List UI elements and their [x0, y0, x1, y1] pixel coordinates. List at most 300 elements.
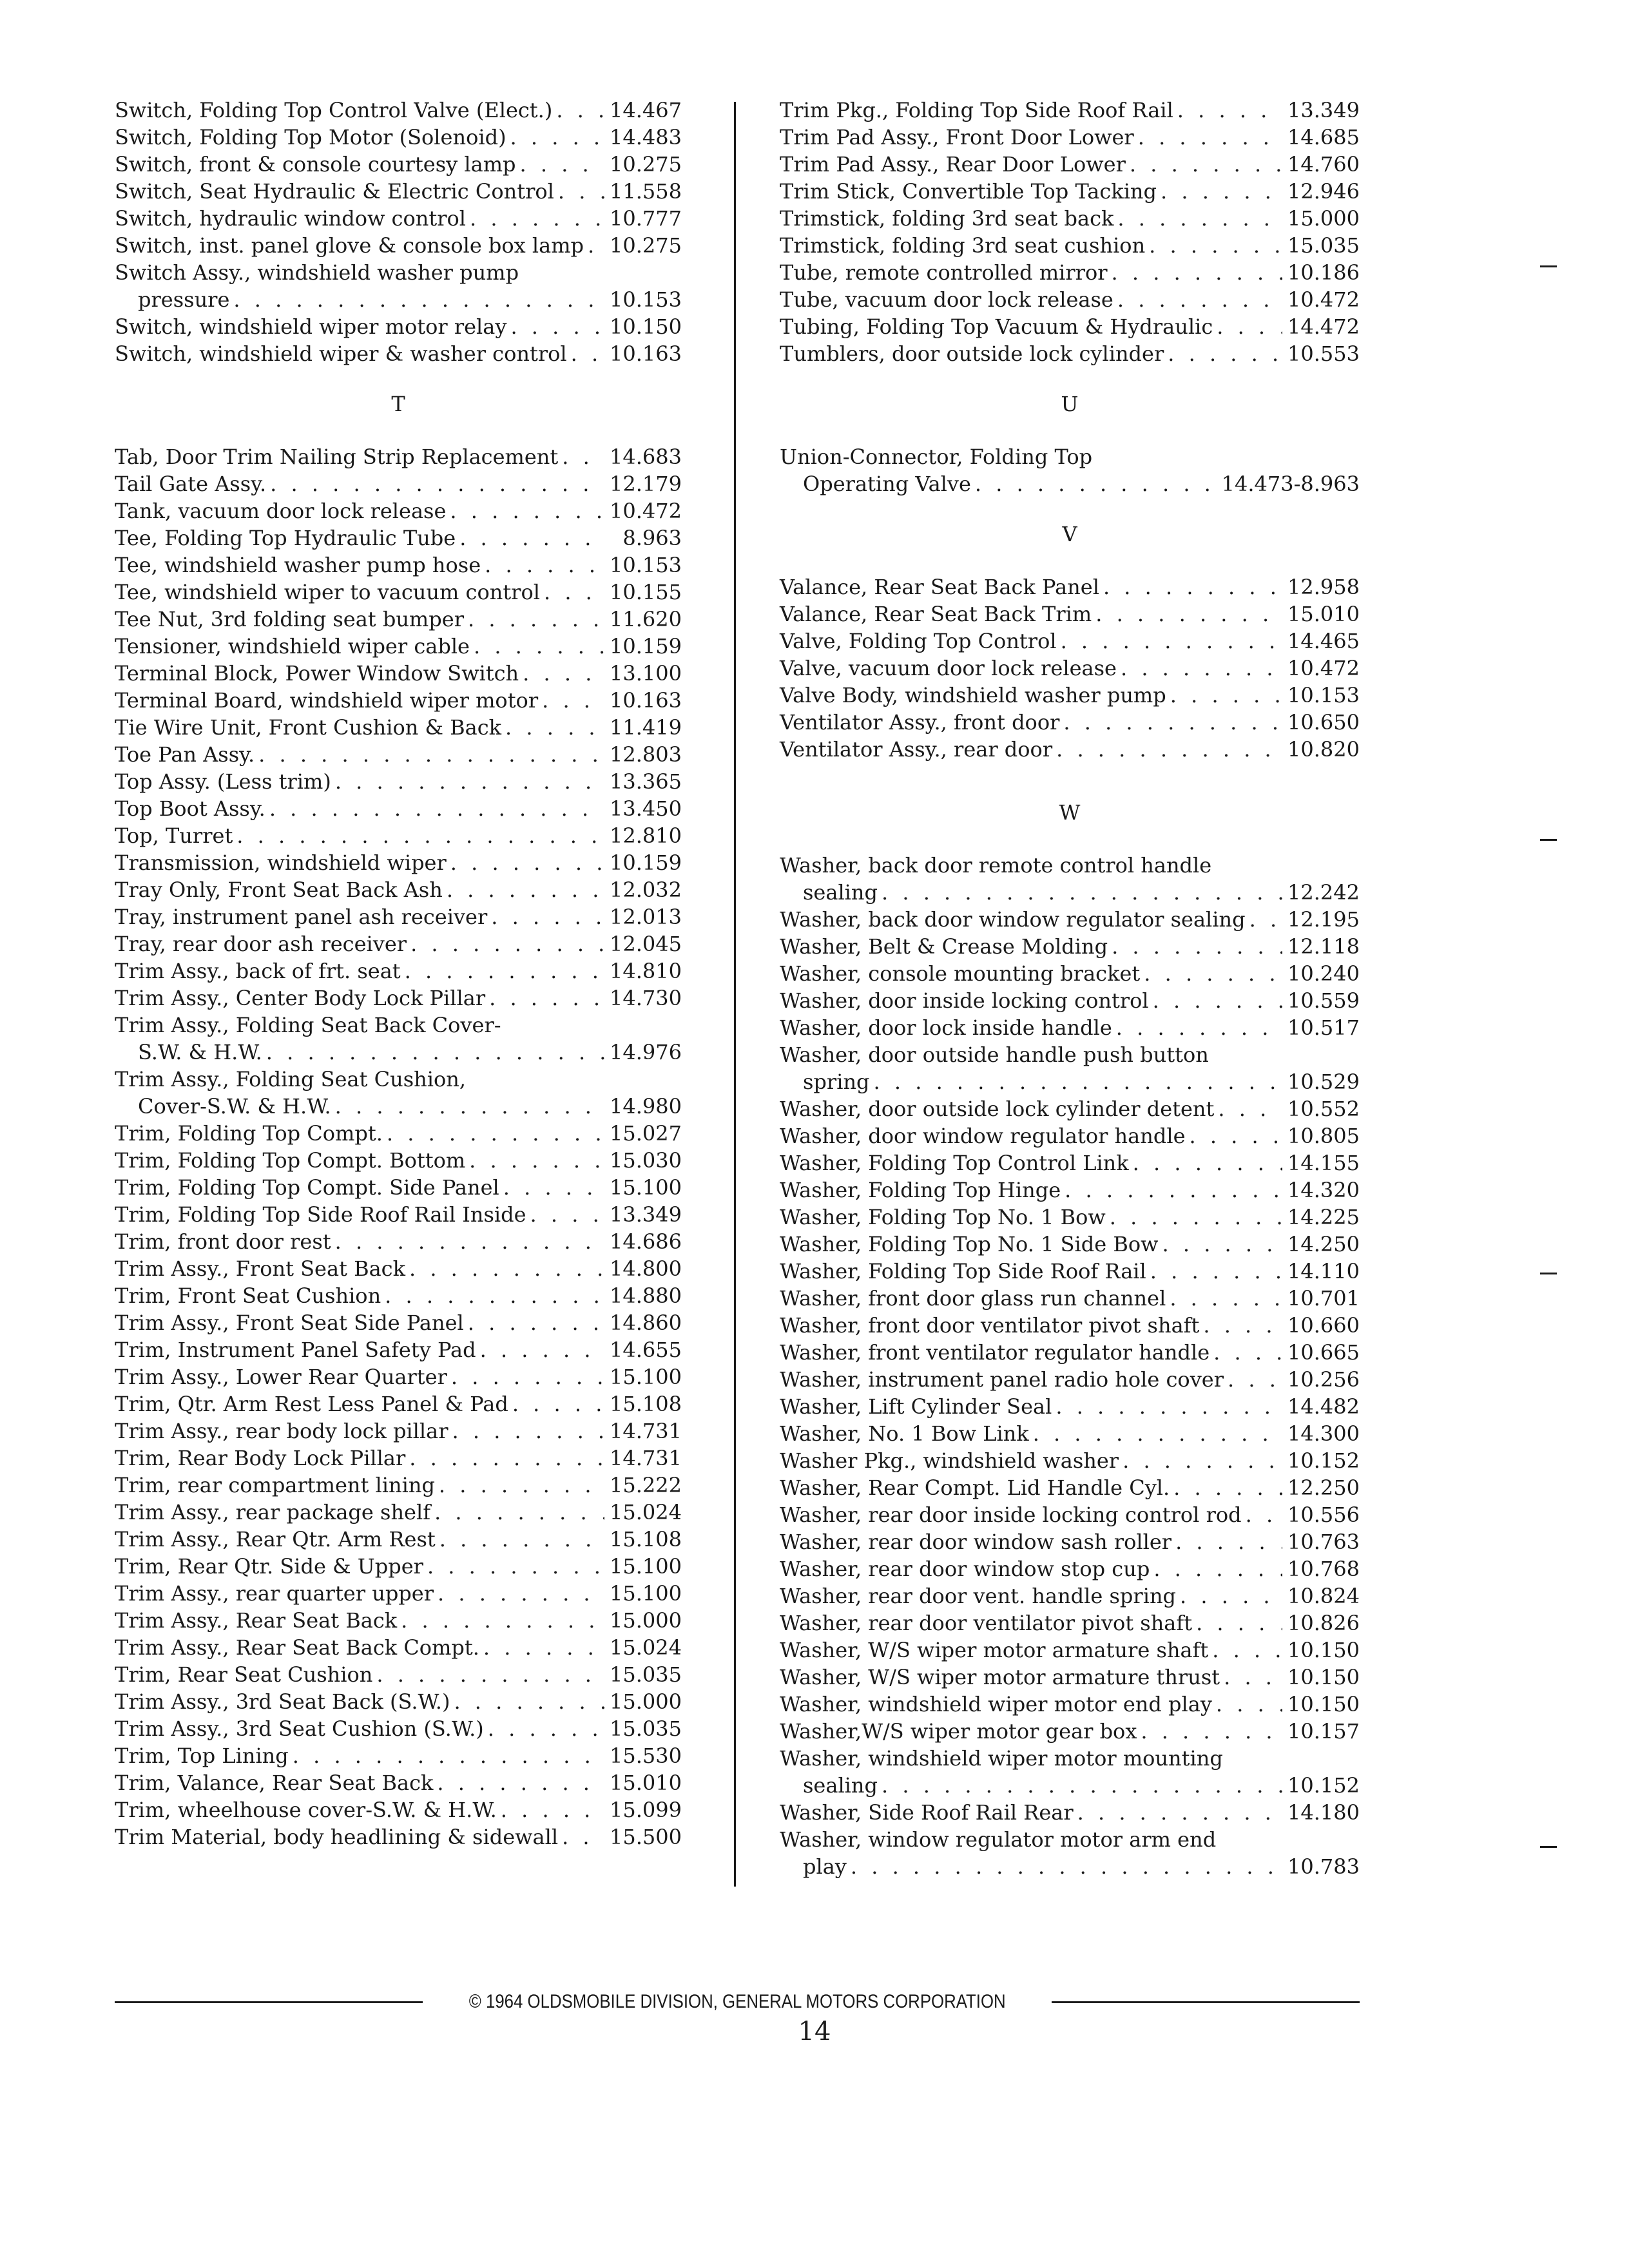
dot-leader [1099, 573, 1282, 601]
dot-leader [1166, 1285, 1282, 1312]
index-entry [780, 573, 1360, 601]
index-entry-label-continued: spring [803, 1070, 870, 1094]
index-entry-label: Trim, Folding Top Compt. [115, 1121, 383, 1146]
index-entry-label: Washer, rear door window stop cup [780, 1557, 1150, 1581]
dot-leader [1186, 1122, 1283, 1149]
copyright-text: © 1964 OLDSMOBILE DIVISION, GENERAL MOTORS CORPORATION [468, 1991, 1006, 2012]
index-entry [780, 259, 1360, 286]
index-entry [115, 768, 682, 795]
index-entry [115, 1255, 682, 1282]
dot-leader [464, 606, 604, 633]
index-entry [780, 1014, 1360, 1041]
dot-leader [516, 151, 604, 178]
dot-leader [1166, 682, 1282, 709]
index-entry-page: 10.553 [1287, 341, 1360, 366]
index-entry-page: 14.482 [1287, 1394, 1360, 1419]
index-entry [780, 124, 1360, 151]
dot-leader [519, 660, 604, 687]
index-entry [115, 1823, 682, 1850]
dot-leader [465, 1147, 604, 1174]
index-entry-label: Trim Assy., Rear Qtr. Arm Rest [115, 1527, 436, 1552]
index-entry [115, 1228, 682, 1255]
index-entry-page: 13.349 [1287, 98, 1360, 122]
index-entry [115, 1472, 682, 1499]
index-entry-page: 14.810 [610, 959, 682, 983]
dot-leader [1192, 1610, 1282, 1637]
index-entry [780, 1637, 1360, 1664]
index-entry [780, 1068, 1360, 1095]
index-entry-page: 14.225 [1287, 1205, 1360, 1229]
index-entry [115, 1309, 682, 1336]
index-entry-page: 12.958 [1287, 575, 1360, 599]
index-entry-page: 10.517 [1287, 1015, 1360, 1040]
index-entry-label: Tee, Folding Top Hydraulic Tube [115, 526, 456, 550]
index-entry [115, 957, 682, 985]
index-entry-page: 12.013 [610, 905, 682, 929]
section-t-entries [115, 443, 682, 1850]
index-entry-label: Washer, Rear Compt. Lid Handle Cyl. [780, 1475, 1170, 1500]
index-entry-page: 12.179 [610, 472, 682, 496]
dot-leader [407, 930, 604, 957]
index-entry-page: 15.030 [610, 1148, 682, 1173]
dot-leader [443, 876, 604, 903]
dot-leader [466, 205, 604, 232]
dot-leader [255, 741, 604, 768]
index-entry-page: 10.660 [1287, 1313, 1360, 1338]
dot-leader [1108, 933, 1282, 960]
index-entry-label: Switch, Folding Top Motor (Solenoid) [115, 125, 506, 149]
dot-leader [331, 1228, 604, 1255]
index-entry-page: 10.768 [1287, 1557, 1360, 1581]
index-entry-label: Switch, windshield wiper motor relay [115, 314, 507, 339]
dot-leader [1106, 1204, 1282, 1231]
page-number: 14 [798, 2017, 831, 2046]
index-entry-label: Washer Pkg., windshield washer [780, 1448, 1119, 1473]
index-entry-label: Union-Connector, Folding Top [780, 445, 1093, 469]
index-entry-page: 15.024 [610, 1500, 682, 1524]
index-entry [780, 1610, 1360, 1637]
section-heading-u: U [1061, 392, 1079, 416]
dot-leader [1212, 1691, 1282, 1718]
dot-leader [1171, 1528, 1282, 1555]
index-entry-label: Trim, Rear Body Lock Pillar [115, 1446, 406, 1470]
index-entry [115, 497, 682, 524]
index-entry-page: 14.976 [610, 1040, 682, 1064]
index-entry-label: Top Boot Assy. [115, 796, 265, 821]
index-entry [780, 682, 1360, 709]
index-entry-label: Top Assy. (Less trim) [115, 769, 331, 794]
index-entry-label: Washer, Folding Top Control Link [780, 1151, 1129, 1175]
dot-leader [1119, 1447, 1282, 1474]
section-t-continued-entries [780, 97, 1360, 367]
dot-leader [401, 957, 604, 985]
dot-leader [878, 879, 1282, 906]
index-entry-page: 10.763 [1287, 1530, 1360, 1554]
index-entry-label: Tail Gate Assy. [115, 472, 267, 496]
index-entry [115, 1390, 682, 1418]
index-entry-page: 10.820 [1287, 737, 1360, 762]
index-entry-label: Tank, vacuum door lock release [115, 499, 447, 523]
dot-leader [1129, 1149, 1282, 1177]
dot-leader [464, 1309, 604, 1336]
index-entry-page: 10.826 [1287, 1611, 1360, 1635]
index-entry-label: Washer, Lift Cylinder Seal [780, 1394, 1052, 1419]
index-entry-page: 10.552 [1287, 1097, 1360, 1121]
dot-leader [552, 97, 604, 124]
dot-leader [1170, 1474, 1282, 1501]
dot-leader [487, 903, 604, 930]
dot-leader [265, 795, 604, 822]
index-entry-label: Trim Assy., Rear Seat Back Compt. [115, 1635, 479, 1660]
dot-leader [372, 1661, 604, 1688]
index-entry-page: 15.100 [610, 1365, 682, 1389]
index-entry-label-continued: pressure [138, 287, 230, 312]
index-entry [115, 313, 682, 340]
index-entry-page: 10.529 [1287, 1070, 1360, 1094]
index-entry-page: 14.760 [1287, 152, 1360, 177]
index-entry-label: Trim, Valance, Rear Seat Back [115, 1771, 434, 1795]
index-entry-label: Washer, Folding Top Side Roof Rail [780, 1259, 1146, 1283]
index-entry-label: Trim Assy., Front Seat Side Panel [115, 1311, 464, 1335]
dot-leader [1224, 1366, 1282, 1393]
dot-leader [433, 1769, 604, 1796]
index-entry [115, 1174, 682, 1201]
index-entry [115, 1499, 682, 1526]
index-entry [115, 1093, 682, 1120]
index-entry [780, 1853, 1360, 1880]
index-entry-page: 14.180 [1287, 1800, 1360, 1825]
index-entry-label: Washer, door window regulator handle [780, 1124, 1186, 1148]
index-entry [780, 470, 1360, 497]
dot-leader [1149, 987, 1282, 1014]
dot-leader [526, 1201, 604, 1228]
index-entry [115, 1147, 682, 1174]
index-entry-page: 14.731 [610, 1446, 682, 1470]
index-entry-label: Tray Only, Front Seat Back Ash [115, 878, 443, 902]
column-divider [734, 102, 736, 1887]
index-entry-label: Tray, instrument panel ash receiver [115, 905, 488, 929]
index-entry-page: 14.320 [1287, 1178, 1360, 1202]
index-entry-page: 14.467 [610, 98, 682, 122]
index-entry-label: Trim Assy., Center Body Lock Pillar [115, 986, 486, 1010]
index-entry [780, 655, 1360, 682]
index-entry [115, 1553, 682, 1580]
index-entry [115, 1526, 682, 1553]
section-heading-t: T [391, 392, 405, 416]
index-entry-page: 11.558 [610, 179, 682, 204]
dot-leader [1117, 655, 1282, 682]
index-entry [780, 178, 1360, 205]
index-entry-label: Switch, hydraulic window control [115, 206, 466, 231]
index-entry-page: 10.153 [610, 287, 682, 312]
index-entry-page: 14.980 [610, 1094, 682, 1119]
index-entry [780, 628, 1360, 655]
index-entry [780, 1366, 1360, 1393]
margin-mark [1540, 1273, 1557, 1274]
index-entry-label: Trim Pad Assy., Rear Door Lower [780, 152, 1126, 177]
index-entry [115, 1634, 682, 1661]
index-entry-page: 14.472 [1287, 314, 1360, 339]
index-entry-label: Washer, Folding Top No. 1 Side Bow [780, 1232, 1159, 1256]
dot-leader [1134, 124, 1282, 151]
index-entry-page: 10.152 [1287, 1773, 1360, 1798]
index-entry [780, 1447, 1360, 1474]
index-entry-label: Toe Pan Assy. [115, 742, 255, 767]
index-entry-page: 14.730 [610, 986, 682, 1010]
index-entry-label: Tee Nut, 3rd folding seat bumper [115, 607, 464, 631]
dot-leader [450, 1688, 604, 1715]
index-entry-page: 10.701 [1287, 1286, 1360, 1311]
index-entry-label: Washer, W/S wiper motor armature thrust [780, 1665, 1220, 1689]
index-entry-page: 10.805 [1287, 1124, 1360, 1148]
index-entry-page: 10.783 [1287, 1854, 1360, 1879]
index-entry-page: 15.108 [610, 1392, 682, 1416]
index-entry [780, 1095, 1360, 1122]
dot-leader [1242, 1501, 1282, 1528]
index-entry-label: Trim, Rear Qtr. Side & Upper [115, 1554, 423, 1579]
dot-leader [1199, 1312, 1282, 1339]
dot-leader [1220, 1664, 1282, 1691]
dot-leader [1061, 1177, 1282, 1204]
index-entry-label-continued: play [803, 1854, 847, 1879]
dot-leader [1164, 340, 1282, 367]
dot-leader [567, 340, 604, 367]
left-column [115, 97, 682, 1850]
index-entry-page: 10.275 [610, 152, 682, 177]
index-entry-page: 12.118 [1287, 934, 1360, 959]
margin-mark [1540, 265, 1557, 267]
index-entry-label: Valance, Rear Seat Back Trim [780, 602, 1092, 626]
index-entry [115, 1418, 682, 1445]
index-entry-label: Washer, door outside lock cylinder detent [780, 1097, 1215, 1121]
dot-leader [435, 1472, 604, 1499]
dot-leader [558, 1823, 604, 1850]
index-entry [780, 97, 1360, 124]
index-entry [780, 736, 1360, 763]
index-entry [115, 470, 682, 497]
index-entry-label: Washer, front ventilator regulator handle [780, 1340, 1210, 1365]
index-entry [780, 1772, 1360, 1799]
index-entry [780, 1691, 1360, 1718]
index-entry [115, 822, 682, 849]
dot-leader [538, 687, 604, 714]
index-entry [115, 985, 682, 1012]
margin-mark [1540, 839, 1557, 841]
index-entry-page: 15.035 [610, 1716, 682, 1741]
index-entry [780, 709, 1360, 736]
index-entry-page: 10.159 [610, 850, 682, 875]
dot-leader [1140, 960, 1282, 987]
index-entry-label: Trim Assy., 3rd Seat Cushion (S.W.) [115, 1716, 484, 1741]
index-entry-label: Trim Pkg., Folding Top Side Roof Rail [780, 98, 1173, 122]
dot-leader [1113, 205, 1282, 232]
index-entry-label: Washer, rear door vent. handle spring [780, 1584, 1177, 1608]
index-entry-page: 14.800 [610, 1256, 682, 1281]
dot-leader [558, 443, 604, 470]
index-entry [115, 1282, 682, 1309]
index-entry [780, 1231, 1360, 1258]
index-entry-page: 10.665 [1287, 1340, 1360, 1365]
dot-leader [1157, 178, 1282, 205]
dot-leader [554, 178, 604, 205]
index-entry-page: 15.000 [1287, 206, 1360, 231]
dot-leader [476, 1336, 604, 1363]
section-heading-v: V [1062, 522, 1077, 546]
index-entry-page: 15.010 [1287, 602, 1360, 626]
dot-leader [456, 524, 604, 552]
index-entry-label: Washer, windshield wiper motor mounting [780, 1746, 1223, 1771]
index-entry-page: 10.157 [1287, 1719, 1360, 1744]
index-entry-page: 12.250 [1287, 1475, 1360, 1500]
dot-leader [1210, 1339, 1282, 1366]
dot-leader [229, 286, 604, 313]
dot-leader [1108, 259, 1282, 286]
index-entry [115, 660, 682, 687]
index-entry-page: 14.685 [1287, 125, 1360, 149]
index-entry [115, 606, 682, 633]
index-entry [780, 151, 1360, 178]
index-entry-label: Tube, vacuum door lock release [780, 287, 1113, 312]
index-entry [115, 1580, 682, 1607]
index-entry-label: Trim, wheelhouse cover-S.W. & H.W. [115, 1798, 497, 1822]
dot-leader [446, 497, 604, 524]
index-entry-label: Switch, inst. panel glove & console box lamp [115, 233, 584, 258]
index-entry [115, 443, 682, 470]
index-entry [780, 933, 1360, 960]
index-entry-label: Trim Assy., 3rd Seat Back (S.W.) [115, 1689, 450, 1714]
dot-leader [1213, 313, 1282, 340]
index-entry [115, 524, 682, 552]
index-entry-page: 12.195 [1287, 907, 1360, 932]
index-entry-page: 8.963 [622, 526, 682, 550]
index-entry [780, 1285, 1360, 1312]
index-entry-label-continued: Operating Valve [803, 472, 971, 496]
index-entry [115, 340, 682, 367]
index-entry-label: Washer, window regulator motor arm end [780, 1827, 1217, 1852]
dot-leader [1052, 736, 1282, 763]
dot-leader [540, 579, 604, 606]
dot-leader [1074, 1799, 1282, 1826]
index-entry-label: Tensioner, windshield wiper cable [115, 634, 470, 658]
index-entry-page: 14.686 [610, 1229, 682, 1254]
index-entry-page: 15.027 [610, 1121, 682, 1146]
index-entry [780, 286, 1360, 313]
index-entry-label: Trim, Top Lining [115, 1744, 289, 1768]
index-entry [115, 930, 682, 957]
dot-leader [1092, 601, 1282, 628]
index-entry-label: Trim, Rear Seat Cushion [115, 1662, 373, 1687]
index-entry-label: Trimstick, folding 3rd seat cushion [780, 233, 1146, 258]
index-entry [115, 903, 682, 930]
dot-leader [1208, 1637, 1282, 1664]
index-entry-label: Trim, Front Seat Cushion [115, 1283, 381, 1308]
index-entry-label: Washer, Folding Top No. 1 Bow [780, 1205, 1106, 1229]
index-entry-label: Trim Assy., Lower Rear Quarter [115, 1365, 447, 1389]
index-entry [780, 1339, 1360, 1366]
index-entry-page: 11.620 [610, 607, 682, 631]
index-entry-label: Valve, Folding Top Control [780, 629, 1057, 653]
index-entry-page: 15.000 [610, 1689, 682, 1714]
index-entry-page: 12.032 [610, 878, 682, 902]
dot-leader [497, 1796, 604, 1823]
index-entry-page: 14.110 [1287, 1259, 1360, 1283]
dot-leader [878, 1772, 1282, 1799]
index-entry-label: Washer, W/S wiper motor armature shaft [780, 1638, 1209, 1662]
dot-leader [1029, 1420, 1282, 1447]
dot-leader [289, 1742, 604, 1769]
index-entry [780, 1501, 1360, 1528]
index-entry-page: 10.153 [610, 553, 682, 577]
index-entry [115, 1769, 682, 1796]
section-u-entries [780, 443, 1360, 497]
index-entry [780, 340, 1360, 367]
index-entry-label: Trim Assy., Folding Seat Back Cover- [115, 1013, 501, 1037]
index-entry-page: 10.559 [1287, 988, 1360, 1013]
index-entry [115, 178, 682, 205]
index-entry-label: Tee, windshield washer pump hose [115, 553, 481, 577]
dot-leader [447, 1363, 604, 1390]
dot-leader [1176, 1582, 1282, 1610]
dot-leader [266, 470, 604, 497]
index-entry-label: Washer, door inside locking control [780, 988, 1149, 1013]
index-entry-label: Valve Body, windshield washer pump [780, 683, 1166, 707]
index-entry-label: Washer, windshield wiper motor end play [780, 1692, 1212, 1716]
index-entry-label: Switch, Seat Hydraulic & Electric Control [115, 179, 554, 204]
index-entry-label: Trim Assy., Folding Seat Cushion, [115, 1067, 466, 1091]
index-entry [115, 687, 682, 714]
index-entry-label: Switch, Folding Top Control Valve (Elect.) [115, 98, 553, 122]
dot-leader [501, 714, 604, 741]
dot-leader [484, 1715, 604, 1742]
index-entry-label: Washer, front door ventilator pivot shaft [780, 1313, 1200, 1338]
index-entry-page: 10.240 [1287, 961, 1360, 986]
dot-leader [262, 1039, 604, 1066]
index-entry [115, 795, 682, 822]
index-entry-page: 14.465 [1287, 629, 1360, 653]
dot-leader [508, 1390, 604, 1418]
index-entry [115, 1363, 682, 1390]
index-entry [115, 876, 682, 903]
index-entry-page: 15.024 [610, 1635, 682, 1660]
index-entry-page: 14.683 [610, 445, 682, 469]
index-entry-page: 15.100 [610, 1175, 682, 1200]
index-entry-page: 12.946 [1287, 179, 1360, 204]
index-entry-label: Washer, Side Roof Rail Rear [780, 1800, 1074, 1825]
dot-leader [233, 822, 604, 849]
index-entry [115, 97, 682, 124]
index-entry-page: 14.860 [610, 1311, 682, 1335]
dot-leader [584, 232, 604, 259]
index-entry [115, 633, 682, 660]
index-entry-page: 12.810 [610, 823, 682, 848]
dot-leader [470, 633, 604, 660]
index-entry-page: 15.222 [610, 1473, 682, 1497]
index-entry-page: 10.472 [1287, 287, 1360, 312]
index-entry [780, 1528, 1360, 1555]
index-entry [115, 1039, 682, 1066]
index-entry-label: Trim Assy., Rear Seat Back [115, 1608, 398, 1633]
footer-rule-right [1052, 2001, 1360, 2003]
index-entry-label: Terminal Block, Power Window Switch [115, 661, 519, 686]
dot-leader [481, 552, 604, 579]
dot-leader [430, 1499, 604, 1526]
dot-leader [383, 1120, 604, 1147]
dot-leader [1113, 286, 1282, 313]
index-entry-page: 10.150 [1287, 1692, 1360, 1716]
index-entry-page: 10.150 [610, 314, 682, 339]
index-entry-page: 14.250 [1287, 1232, 1360, 1256]
index-entry-label: Washer, rear door inside locking control rod [780, 1503, 1242, 1527]
